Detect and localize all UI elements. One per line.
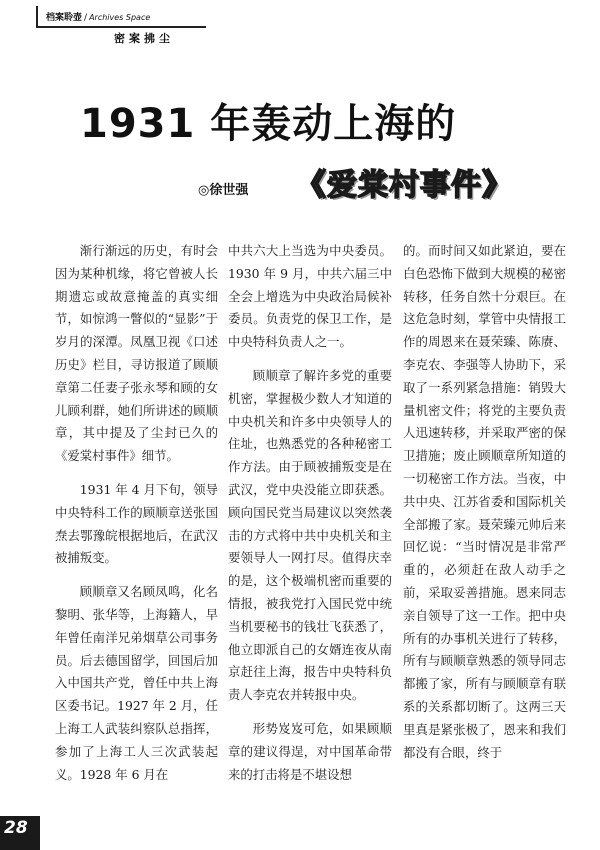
section-name: 密案拂尘 [114,32,174,45]
section-header-rule [36,6,206,28]
paragraph: 1931 年 4 月下旬，领导中央特科工作的顾顺章送张国焘去鄂豫皖根据地后，在武汉被捕叛变。 [55,481,218,566]
brand-cn: 档案聆壶 [46,13,83,23]
text-column-2 [228,240,392,786]
section-header-bar [36,6,38,26]
article-title-line1: 1931 年轰动上海的 [80,101,457,147]
page-number: 28 [0,816,40,850]
text-column-1 [55,240,218,786]
text-column-3 [403,240,566,764]
paragraph: 的。而时间又如此紧迫，要在白色恐怖下做到大规模的秘密转移，任务自然十分艰巨。在这危急时刻，掌管中央情报工作的周恩来在聂荣臻、陈赓、李克农、李强等人协助下，采取了一系列紧急措施：销毁大量机密文件；将党的主要负责人迅速转移，并采取严密的保卫措施；废止顾顺章所知道的一切秘密工作方法。当夜，中共中央、江苏省委和国际机关全部搬了家。聂荣臻元帅后来回忆说：“当时情况是非常严重的，必须赶在敌人动手之前，采取妥善措施。恩来同志亲自领导了这一工作。把中央所有的办事机关进行了转移，所有与顾顺章熟悉的领导同志都搬了家，所有与顾顺章有联系的关系都切断了。这两三天里真是紧张极了，恩来和我们都没有合眼，终于 [403,243,566,760]
article-title-line2: 《爱棠村事件》 [296,168,513,203]
paragraph: 形势岌岌可危，如果顾顺章的建议得逞，对中国革命带来的打击将是不堪设想 [228,720,392,782]
brand-en: Archives Space [89,13,151,22]
article-author: ◎徐世强 [198,183,249,198]
section-header [36,6,206,45]
magazine-brand [46,10,150,23]
paragraph: 顾顺章又名顾凤鸣，化名黎明、张华等，上海籍人，早年曾任南洋兄弟烟草公司事务员。后去德国留学，回国后加入中国共产党，曾任中共上海区委书记。1927 年 2 月，任上海工人武装纠察队总指挥，参加了上海工人三次武装起义。1928 年 6 月在 [55,584,218,782]
brand-separator: / [84,13,88,23]
paragraph: 顾顺章了解许多党的重要机密，掌握极少数人才知道的中央机关和许多中央领导人的住址，也熟悉党的各种秘密工作方法。由于顾被捕叛变是在武汉，党中央没能立即获悉。顾向国民党当局建议以突然袭击的方式将中共中央机关和主要领导人一网打尽。值得庆幸的是，这个极端机密而重要的情报，被我党打入国民党中统当机要秘书的钱壮飞获悉了，他立即派自己的女婿连夜从南京赶往上海，报告中央特科负责人李克农并转报中央。 [228,367,392,703]
paragraph: 渐行渐远的历史，有时会因为某种机缘，将它曾被人长期遗忘或故意掩盖的真实细节，如惊鸿一瞥似的“显影”于岁月的深潭。凤凰卫视《口述历史》栏目，寻访报道了顾顺章第二任妻子张永琴和顾的女儿顾利群，她们所讲述的顾顺章，其中提及了尘封已久的《爱棠村事件》细节。 [55,243,218,464]
paragraph: 中共六大上当选为中央委员。1930 年 9 月，中共六届三中全会上增选为中央政治局候补委员。负责党的保卫工作，是中央特科负责人之一。 [228,243,392,350]
